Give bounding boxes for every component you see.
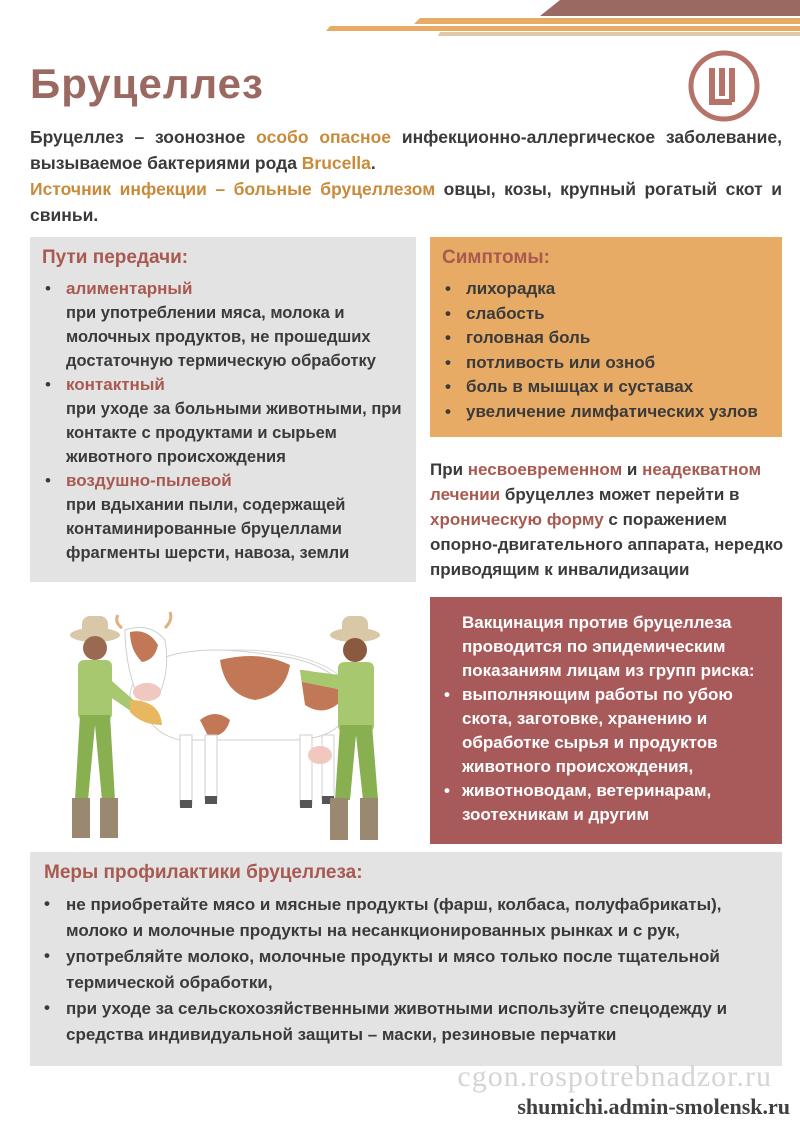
symptom-text: увеличение лимфатических узлов	[466, 401, 758, 421]
bullet-icon: •	[45, 279, 51, 298]
list-item	[42, 373, 404, 397]
prevention-text: не приобретайте мясо и мясные продукты (фарш, колбаса, полуфабрикаты), молоко и молочные продукты на несанкционированных рынках и с рук,	[66, 895, 722, 940]
vaccination-panel	[430, 597, 782, 844]
intro-source: Источник инфекции – больные бруцеллезом овцы, козы, крупный рогатый скот и свиньи.	[30, 179, 782, 225]
bullet-icon: •	[444, 781, 450, 800]
list-item	[44, 892, 768, 944]
path-description: при вдыхании пыли, содержащей контаминированные бруцеллами фрагменты шерсти, навоза, земли	[66, 496, 350, 562]
prevention-title: Меры профилактики бруцеллеза:	[44, 862, 363, 883]
bullet-icon: •	[444, 685, 450, 704]
symptom-text: головная боль	[466, 328, 591, 347]
symptom-text: лихорадка	[466, 279, 556, 298]
symptoms-panel	[430, 237, 782, 437]
bullet-icon: •	[445, 401, 451, 421]
vaccination-intro: Вакцинация против бруцеллеза проводится по эпидемическим показаниям лицам из групп риска:	[462, 613, 755, 680]
transmission-paths-panel	[30, 237, 416, 582]
bullet-icon: •	[44, 998, 50, 1017]
path-name: алиментарный	[66, 279, 193, 298]
list-item	[44, 996, 768, 1048]
intro-definition: Бруцеллез – зоонозное особо опасное инфекционно-аллергическое заболевание, вызываемое бактериями рода Brucella.	[30, 127, 782, 173]
list-item	[442, 400, 770, 425]
watermark-site: cgon.rospotrebnadzor.ru	[457, 1060, 772, 1093]
symptom-text: боль в мышцах и суставах	[466, 377, 694, 396]
list-item	[444, 683, 768, 779]
prevention-panel	[30, 852, 782, 1066]
list-item	[442, 351, 770, 376]
prevention-text: при уходе за сельскохозяйственными животными используйте спецодежду и средства индивидуальной защиты – маски, резиновые перчатки	[66, 999, 728, 1044]
list-item	[442, 277, 770, 302]
vaccination-group: животноводам, ветеринарам, зоотехникам и другим	[462, 781, 712, 824]
path-name: контактный	[66, 375, 165, 394]
bullet-icon: •	[445, 328, 451, 347]
vaccination-group: выполняющим работы по убою скота, заготовке, хранению и обработке сырья и продуктов животного происхождения,	[462, 685, 733, 776]
list-item	[42, 469, 404, 493]
symptom-text: слабость	[466, 303, 545, 323]
list-item	[444, 779, 768, 827]
list-item	[42, 277, 404, 301]
prevention-text: употребляйте молоко, молочные продукты и мясо только после тщательной термической обработки,	[66, 947, 720, 992]
bullet-icon: •	[445, 352, 451, 372]
bullet-icon: •	[45, 375, 51, 394]
chronic-warning-text: При несвоевременном и неадекватном лечении бруцеллез может перейти в хроническую форму с поражением опорно-двигательного аппарата, нередко приводящим к инвалидизации	[430, 460, 784, 579]
bullet-icon: •	[45, 471, 51, 490]
list-item	[442, 375, 770, 400]
path-description: при уходе за больными животными, при контакте с продуктами и сырьем животного происхождения	[66, 400, 402, 466]
symptom-text: потливость или озноб	[466, 352, 656, 372]
bullet-icon: •	[445, 377, 451, 396]
top-decorative-stripes	[0, 0, 800, 40]
symptoms-title: Симптомы:	[442, 247, 550, 268]
transmission-paths-title: Пути передачи:	[42, 247, 189, 268]
farmers-with-cow-illustration	[30, 600, 422, 850]
intro-text	[30, 124, 782, 228]
page-title: Бруцеллез	[30, 60, 264, 107]
list-item	[442, 302, 770, 327]
bullet-icon: •	[445, 303, 451, 323]
bullet-icon: •	[44, 894, 50, 913]
list-item	[442, 326, 770, 351]
path-description: при употреблении мяса, молока и молочных продуктов, не прошедших достаточную термическую обработку	[66, 304, 376, 370]
rospotrebnadzor-logo-icon	[688, 50, 760, 122]
list-item	[44, 944, 768, 996]
path-list	[42, 277, 404, 565]
bullet-icon: •	[445, 279, 451, 298]
bullet-icon: •	[44, 946, 50, 965]
site-url: shumichi.admin-smolensk.ru	[517, 1094, 790, 1119]
path-name: воздушно-пылевой	[66, 471, 232, 490]
